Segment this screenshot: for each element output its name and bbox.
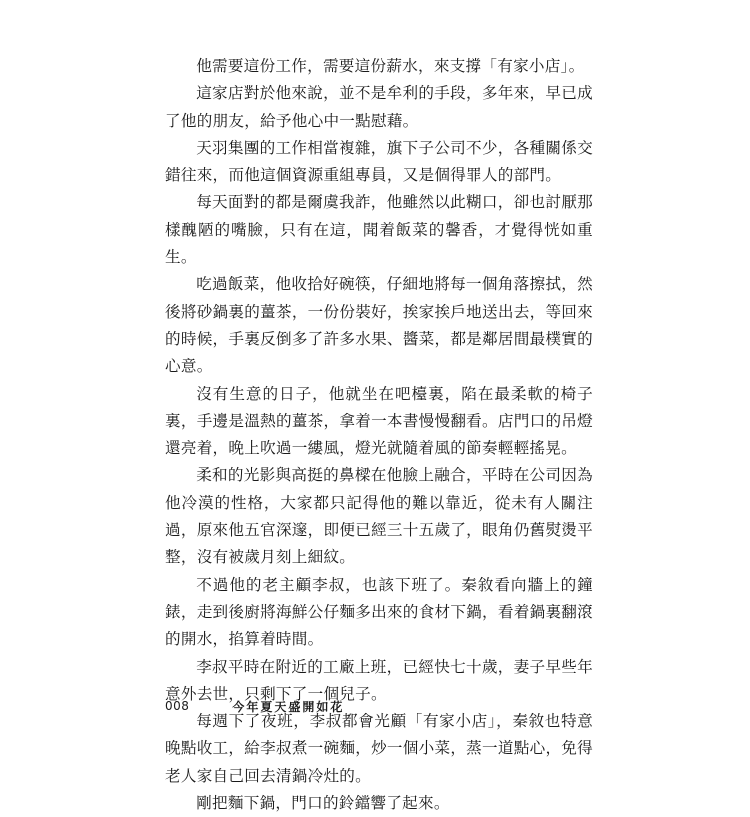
paragraph: 不過他的老主顧李叔，也該下班了。秦敘看向牆上的鐘錶，走到後廚將海鮮公仔麵多出來的食材下鍋，看着鍋裏翻滾的開水，掐算着時間。	[165, 575, 593, 649]
paragraph: 柔和的光影與高挺的鼻樑在他臉上融合，平時在公司因為他冷漠的性格，大家都只記得他的難以靠近，從未有人關注過，原來他五官深邃，即便已經三十五歲了，眼角仍舊熨燙平整，沒有被歲月刻上細紋。	[165, 466, 593, 567]
paragraph: 這家店對於他來說，並不是牟利的手段，多年來，早已成了他的朋友，給予他心中一點慰藉。	[165, 84, 593, 130]
paragraph: 他需要這份工作，需要這份薪水，來支撐「有家小店」。	[196, 57, 585, 75]
paragraph: 李叔平時在附近的工廠上班，已經快七十歲，妻子早些年意外去世，只剩下了一個兒子。	[165, 657, 593, 703]
paragraph: 每天面對的都是爾虞我詐，他雖然以此糊口，卻也討厭那樣醜陋的嘴臉，只有在這，聞着飯菜的馨香，才覺得恍如重生。	[165, 193, 593, 267]
paragraph: 沒有生意的日子，他就坐在吧檯裏，陷在最柔軟的椅子裏，手邊是溫熱的薑茶，拿着一本書慢慢翻看。店門口的吊燈還亮着，晚上吹過一縷風，燈光就隨着風的節奏輕輕搖晃。	[165, 384, 593, 458]
paragraph: 剛把麵下鍋，門口的鈴鐺響了起來。	[196, 794, 450, 813]
paragraph: 吃過飯菜，他收拾好碗筷，仔細地將每一個角落擦拭，然後將砂鍋裏的薑茶，一份份裝好，挨家挨戶地送出去，等回來的時候，手裏反倒多了許多水果、醬菜，都是鄰居間最樸實的心意。	[165, 275, 593, 376]
page-number: 008	[165, 699, 190, 713]
running-title: 今年夏天盛開如花	[232, 699, 345, 714]
page-footer	[165, 696, 344, 716]
paragraph: 天羽集團的工作相當複雜，旗下子公司不少，各種關係交錯往來，而他這個資源重組專員，又是個得罪人的部門。	[165, 138, 593, 185]
paragraph: 每週下了夜班，李叔都會光顧「有家小店」，秦敘也特意晚點收工，給李叔煮一碗麵，炒一個小菜，蒸一道點心，免得老人家自己回去清鍋冷灶的。	[165, 712, 593, 785]
